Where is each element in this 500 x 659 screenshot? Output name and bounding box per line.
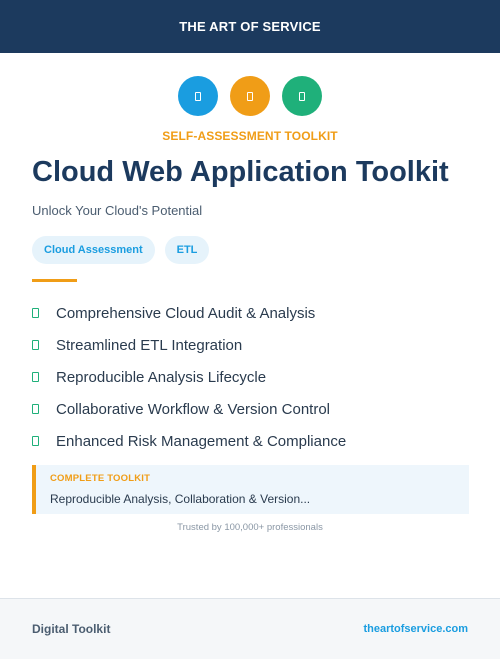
feature-item <box>32 361 346 393</box>
accent-divider <box>32 279 77 282</box>
footer-bar <box>0 598 500 659</box>
website-link[interactable]: theartofservice.com <box>363 623 468 635</box>
document-icon <box>178 76 218 116</box>
feature-item <box>32 425 346 457</box>
page-title: Cloud Web Application Toolkit <box>32 156 449 188</box>
tag-list <box>32 236 209 264</box>
page-subtitle: Unlock Your Cloud's Potential <box>32 203 203 218</box>
check-icon <box>32 308 39 318</box>
feature-text: Comprehensive Cloud Audit & Analysis <box>56 304 316 322</box>
callout-label: COMPLETE TOOLKIT <box>50 473 151 484</box>
toolkit-callout <box>32 465 469 514</box>
tag-etl: ETL <box>165 236 210 264</box>
feature-text: Collaborative Workflow & Version Control <box>56 400 331 418</box>
footer-label: Digital Toolkit <box>32 622 111 636</box>
feature-text: Enhanced Risk Management & Compliance <box>56 432 347 450</box>
check-icon <box>32 372 39 382</box>
check-icon <box>32 436 39 446</box>
callout-text: Reproducible Analysis, Collaboration & Version... <box>50 492 311 506</box>
feature-text: Streamlined ETL Integration <box>56 336 243 354</box>
feature-list <box>32 297 346 457</box>
icon-row <box>0 76 500 116</box>
header-bar <box>0 0 500 53</box>
trusted-note: Trusted by 100,000+ professionals <box>177 522 323 533</box>
feature-item <box>32 297 346 329</box>
feature-item <box>32 329 346 361</box>
check-icon <box>32 404 39 414</box>
kicker-label: SELF-ASSESSMENT TOOLKIT <box>162 129 338 143</box>
document-icon <box>282 76 322 116</box>
feature-item <box>32 393 346 425</box>
document-icon <box>230 76 270 116</box>
tag-cloud-assessment: Cloud Assessment <box>32 236 155 264</box>
brand-name: THE ART OF SERVICE <box>179 19 321 34</box>
check-icon <box>32 340 39 350</box>
feature-text: Reproducible Analysis Lifecycle <box>56 368 267 386</box>
